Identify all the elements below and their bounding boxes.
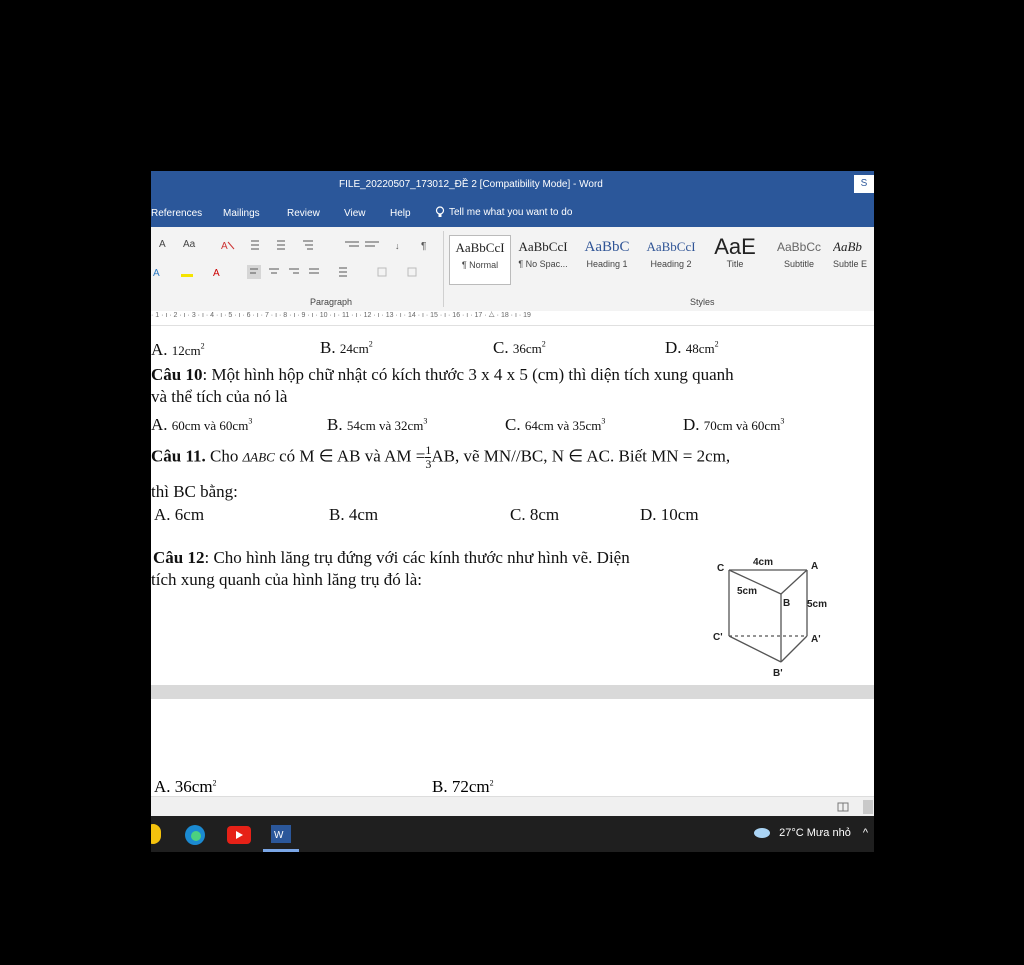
page-break-gap [151,685,874,699]
horizontal-ruler[interactable] [151,311,874,326]
option-letter: B. [320,338,336,357]
option-value: A. 36cm [154,777,213,796]
q9-option-b: B. $24cm^2$ [320,338,373,357]
svg-text:A: A [153,268,160,279]
style-heading-2[interactable] [641,235,701,283]
option-value: 48cm [685,341,715,356]
q11-option-a: A. 6cm [154,505,205,524]
indent-sort-icon[interactable] [345,239,435,251]
q12-label: Câu 12 [153,548,205,567]
q9-option-d: D. $48cm^2$ [665,338,719,357]
vertex-a: A [811,561,819,572]
q12-line1 [153,548,630,568]
active-app-indicator [263,849,299,852]
vertex-c-prime: C' [713,632,723,643]
style-preview: AaBb [833,239,862,254]
system-tray[interactable] [753,827,868,839]
word-icon[interactable] [269,823,293,845]
styles-group-label: Styles [690,297,715,307]
ribbon-tabs [151,199,874,227]
option-letter: A. [151,340,168,359]
title-bar [151,171,874,199]
q10-option-b: B. 54cm và $32cm^3$ [327,415,428,434]
q11-line1 [151,444,730,471]
tell-me-search[interactable] [435,206,572,218]
style-heading-1[interactable] [577,235,637,283]
q11-text: AB, vẽ MN//BC, N ∈ AC. Biết MN = 2cm, [431,446,731,466]
option-value: 12cm [171,343,201,358]
cloud-rain-icon [753,827,771,839]
q10-option-c: C. 64cm và $35cm^3$ [505,415,606,434]
style-name: Title [726,259,744,269]
q11-text: Cho [210,446,239,466]
style-no-spacing[interactable] [513,235,573,283]
dimension-diagonal: 5cm [737,586,758,597]
option-value: 60cm và 60cm [171,418,249,433]
q10-text: : Một hình hộp chữ nhật có kích thước 3 x 4 x 5 (cm) thì diện tích xung quanh [202,365,734,384]
document-page-2[interactable] [151,699,874,796]
option-letter: C. [505,415,521,434]
style-normal[interactable] [449,235,511,285]
ruler-ticks: · 1 · ı · 2 · ı · 3 · ı · 4 · ı · 5 · ı · 6 · ı · 7 · ı · 8 · ı · 9 · ı · 10 · ı · 11 · ı · 12 · ı · 13 · ı · 14 · ı · 15 · ı · 16 · ı · 17 · ⧊ · 18 · ı · 19 [151,312,531,319]
q9-option-a: A. $12cm^2$ [151,340,205,359]
style-preview: AaBbCcI [455,240,505,255]
option-value: 54cm và 32cm [346,418,424,433]
read-mode-icon[interactable] [837,801,849,813]
change-case-button[interactable]: Aa [183,239,196,250]
q12-option-a: A. $36cm^2$ [154,777,217,796]
tab-mailings[interactable]: Mailings [223,208,260,219]
fraction-denominator: 3 [425,457,432,471]
q9-option-c: C. $36cm^2$ [493,338,546,357]
taskbar [151,816,874,852]
q10-option-a: A. 60cm và $60cm^3$ [151,415,253,434]
q12-line2: tích xung quanh của hình lăng trụ đó là: [151,570,422,589]
tab-review[interactable]: Review [287,208,320,219]
q11-text: có M ∈ AB và AM = [279,446,426,466]
style-name: Subtle E [833,259,868,269]
q11-option-d: D. 10cm [640,505,699,524]
chevron-up-icon[interactable]: ^ [862,827,868,839]
style-subtle-emphasis[interactable] [833,235,874,283]
q12-text: : Cho hình lăng trụ đứng với các kính thước như hình vẽ. Diện [204,548,630,567]
style-preview: AaE [714,234,756,259]
option-value: 24cm [339,341,369,356]
style-title[interactable] [705,235,765,283]
q12-option-b: B. $72cm^2$ [432,777,494,796]
print-layout-icon[interactable] [863,800,873,814]
ribbon [151,227,874,312]
style-preview: AaBbC [584,239,630,255]
option-value: 70cm và 60cm [703,418,781,433]
sign-in-button[interactable]: S [854,175,874,193]
dimension-top: 4cm [753,557,774,568]
style-preview: AaBbCcI [646,239,696,254]
option-letter: D. [683,415,700,434]
document-page[interactable] [151,326,874,686]
option-letter: C. [493,338,509,357]
option-value: 36cm [512,341,542,356]
q11-label: Câu 11. [151,446,206,466]
option-letter: D. [665,338,682,357]
grow-font-button[interactable]: A [159,239,166,250]
svg-text:A: A [221,241,228,251]
q11-line2: thì BC bằng: [151,482,238,501]
svg-text:A: A [213,268,220,279]
svg-text:¶: ¶ [421,241,427,251]
style-subtitle[interactable] [769,235,829,283]
vertex-b: B [783,598,791,609]
vertex-a-prime: A' [811,634,821,645]
tab-references[interactable]: References [151,208,203,219]
style-name: Heading 1 [586,259,628,269]
style-name: Heading 2 [650,259,692,269]
format-row-icon[interactable] [153,265,433,279]
prism-figure [709,552,841,680]
q10-line2: và thể tích của nó là [151,387,288,406]
svg-text:↓: ↓ [395,241,400,251]
tell-me-text: Tell me what you want to do [449,206,573,218]
option-value: B. 72cm [432,777,490,796]
clear-formatting-icon[interactable] [221,239,235,251]
chrome-icon[interactable] [151,824,161,844]
q11-option-b: B. 4cm [329,505,379,524]
style-preview: AaBbCcI [518,239,568,254]
lightbulb-icon [435,206,445,218]
list-buttons-icon[interactable] [247,239,333,251]
q11-triangle: ΔABC [242,449,275,465]
q10-option-d: D. 70cm và $60cm^3$ [683,415,785,434]
style-preview: AaBbCc [776,240,822,254]
svg-text:W: W [274,830,284,841]
fraction-numerator: 1 [425,443,432,457]
screen [151,171,874,852]
q10-line1 [151,365,734,385]
q10-label: Câu 10 [151,365,203,384]
tab-view[interactable]: View [344,208,366,219]
style-name: ¶ Normal [461,260,499,270]
vertex-b-prime: B' [773,668,783,679]
option-letter: B. [327,415,343,434]
q11-option-c: C. 8cm [510,505,560,524]
edge-icon[interactable] [183,824,207,846]
option-letter: A. [151,415,168,434]
window-title: FILE_20220507_173012_ĐỀ 2 [Compatibility Mode] - Word [339,179,603,190]
ribbon-divider [443,231,444,307]
style-name: Subtitle [783,259,815,269]
youtube-icon[interactable] [227,826,251,844]
style-name: ¶ No Spac... [518,259,568,269]
status-bar [151,796,874,817]
vertex-c: C [717,563,725,574]
option-value: 64cm và 35cm [524,418,602,433]
paragraph-group-label: Paragraph [310,297,353,307]
dimension-side: 5cm [807,599,828,610]
weather-text: 27°C Mưa nhỏ [779,827,851,839]
tab-help[interactable]: Help [390,208,411,219]
